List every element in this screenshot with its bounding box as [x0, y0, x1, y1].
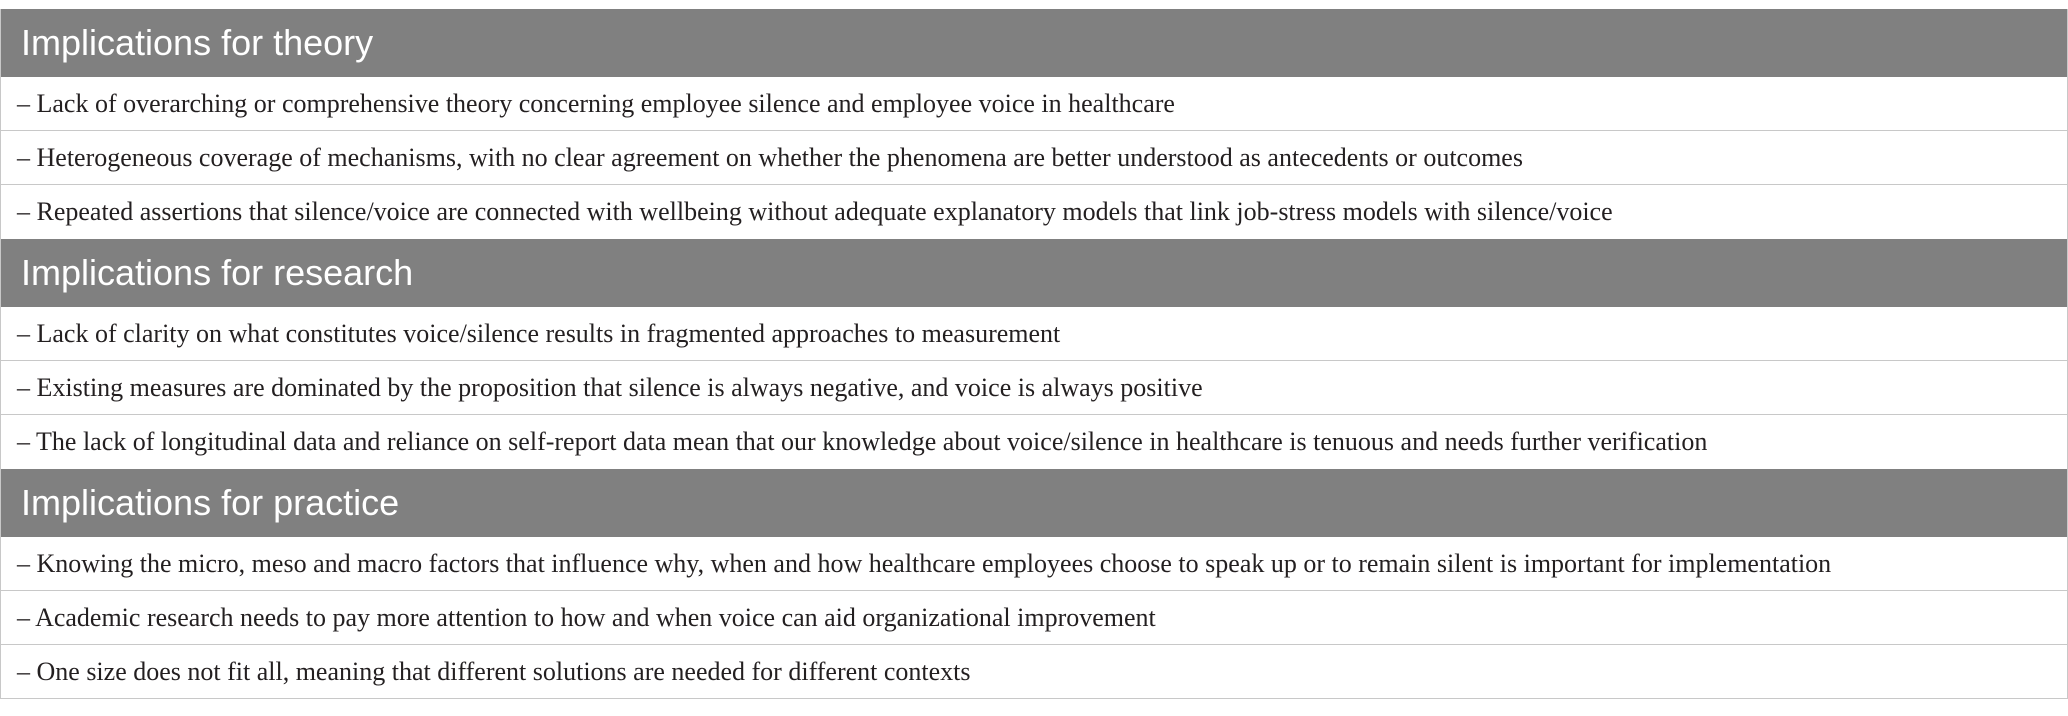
table-row: – The lack of longitudinal data and reliance on self-report data mean that our knowledge about voice/silence in healthcare is tenuous and needs further verification	[17, 427, 1708, 456]
table-row: – Lack of clarity on what constitutes voice/silence results in fragmented approaches to measurement	[1, 307, 2067, 361]
implications-table	[0, 9, 2068, 699]
section-header-theory: Implications for theory	[1, 9, 2067, 77]
table-row: – One size does not fit all, meaning that different solutions are needed for different contexts	[1, 645, 2067, 699]
table-row: – Lack of overarching or comprehensive theory concerning employee silence and employee voice in healthcare	[1, 77, 2067, 131]
table-row: – Academic research needs to pay more attention to how and when voice can aid organizational improvement	[1, 591, 2067, 645]
table-row: – Heterogeneous coverage of mechanisms, with no clear agreement on whether the phenomena are better understood as antecedents or outcomes	[1, 131, 2067, 185]
section-header-research: Implications for research	[1, 239, 2067, 307]
table-row: – Existing measures are dominated by the proposition that silence is always negative, and voice is always positive	[1, 361, 2067, 415]
section-header-practice: Implications for practice	[1, 469, 2067, 537]
table-row: – Repeated assertions that silence/voice are connected with wellbeing without adequate explanatory models that link job-stress models with silence/voice	[17, 197, 1613, 226]
table-row: – Knowing the micro, meso and macro factors that influence why, when and how healthcare employees choose to speak up or to remain silent is important for implementation	[1, 537, 2067, 591]
